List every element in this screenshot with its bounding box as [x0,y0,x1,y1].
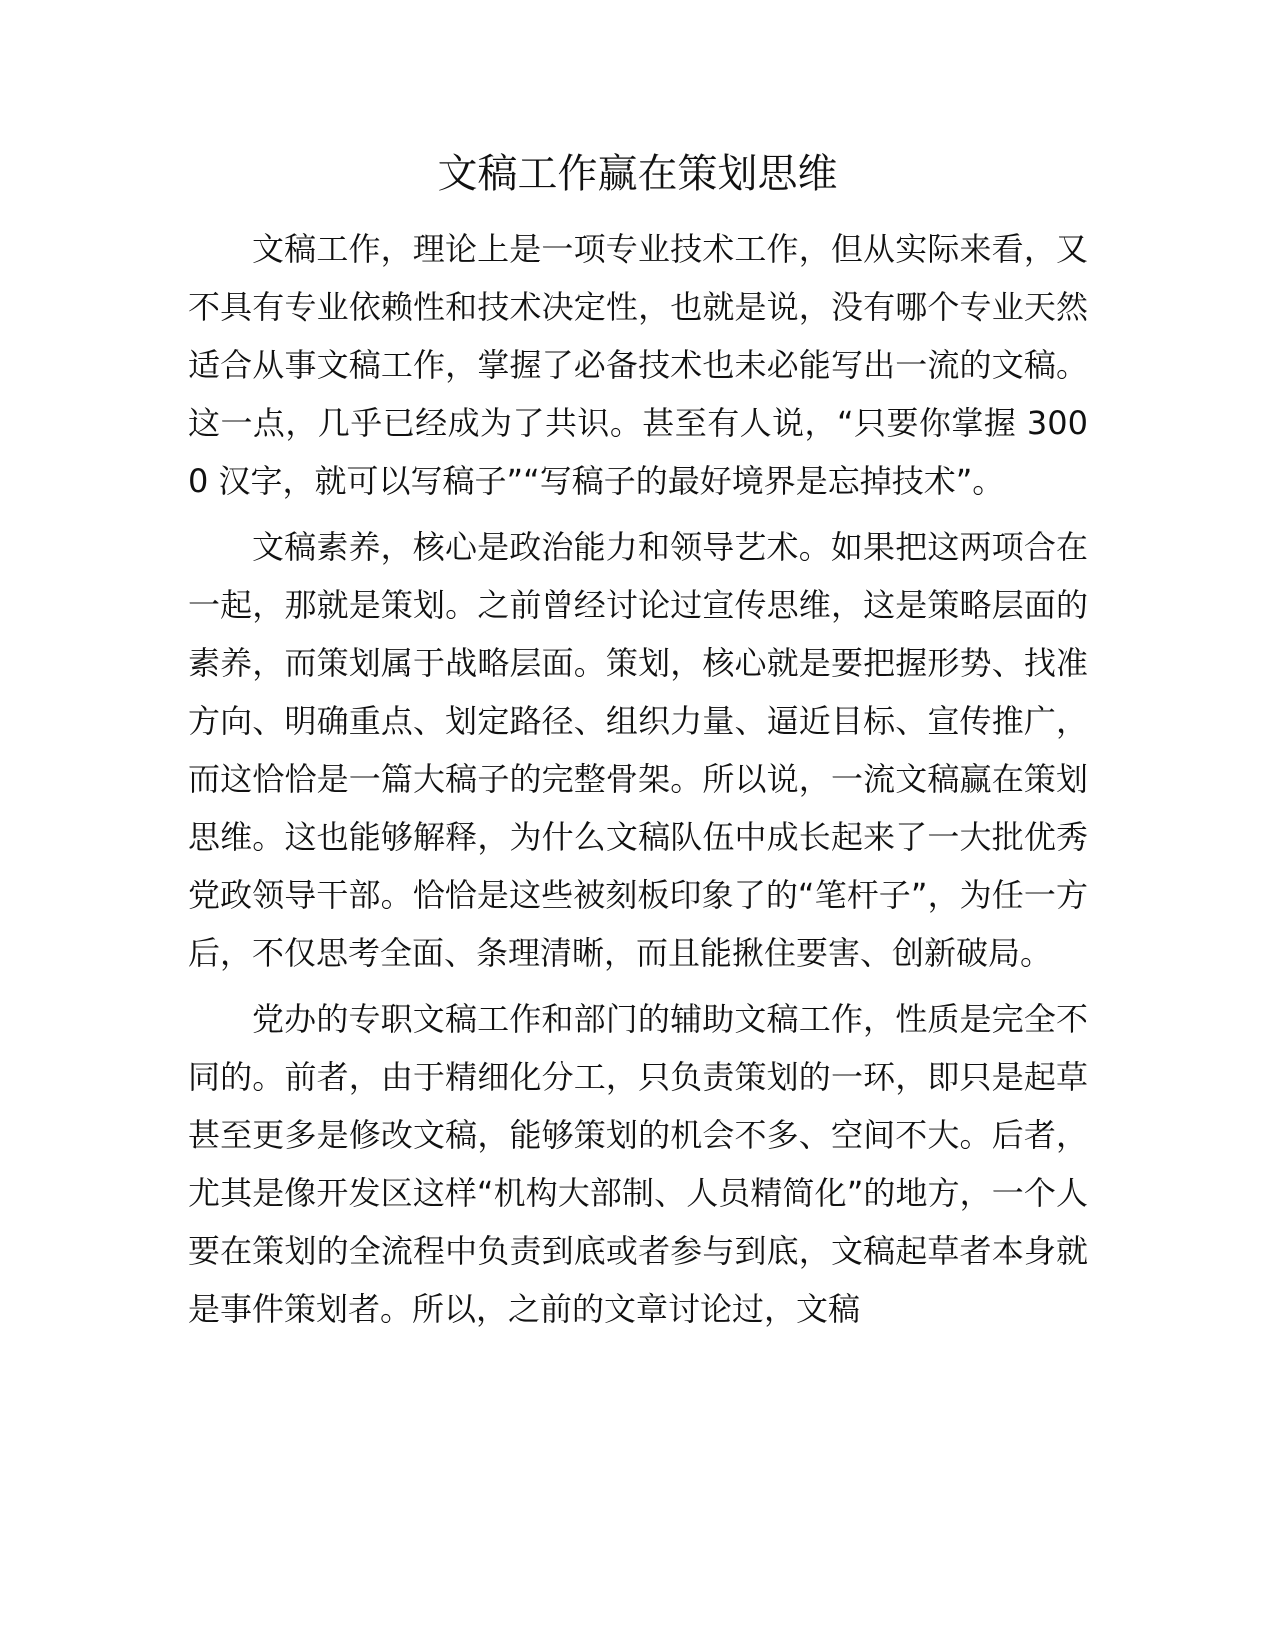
paragraph-3: 党办的专职文稿工作和部门的辅助文稿工作，性质是完全不同的。前者，由于精细化分工，只负责策划的一环，即只是起草甚至更多是修改文稿，能够策划的机会不多、空间不大。后者，尤其是像开发区这样“机构大部制、人员精简化”的地方，一个人要在策划的全流程中负责到底或者参与到底，文稿起草者本身就是事件策划者。所以，之前的文章讨论过，文稿 [188,1000,1088,1328]
paragraph-1: 文稿工作，理论上是一项专业技术工作，但从实际来看，又不具有专业依赖性和技术决定性，也就是说，没有哪个专业天然适合从事文稿工作，掌握了必备技术也未必能写出一流的文稿。这一点，几乎已经成为了共识。甚至有人说，“只要你掌握 3000 汉字，就可以写稿子”“写稿子的最好境界是忘掉技术”。 [188,230,1088,500]
paragraph-2: 文稿素养，核心是政治能力和领导艺术。如果把这两项合在一起，那就是策划。之前曾经讨论过宣传思维，这是策略层面的素养，而策划属于战略层面。策划，核心就是要把握形势、找准方向、明确重点、划定路径、组织力量、逼近目标、宣传推广，而这恰恰是一篇大稿子的完整骨架。所以说，一流文稿赢在策划思维。这也能够解释，为什么文稿队伍中成长起来了一大批优秀党政领导干部。恰恰是这些被刻板印象了的“笔杆子”，为任一方后，不仅思考全面、条理清晰，而且能揪住要害、创新破局。 [188,528,1088,972]
document-body [188,220,1088,1346]
document-title: 文稿工作赢在策划思维 [437,151,838,197]
